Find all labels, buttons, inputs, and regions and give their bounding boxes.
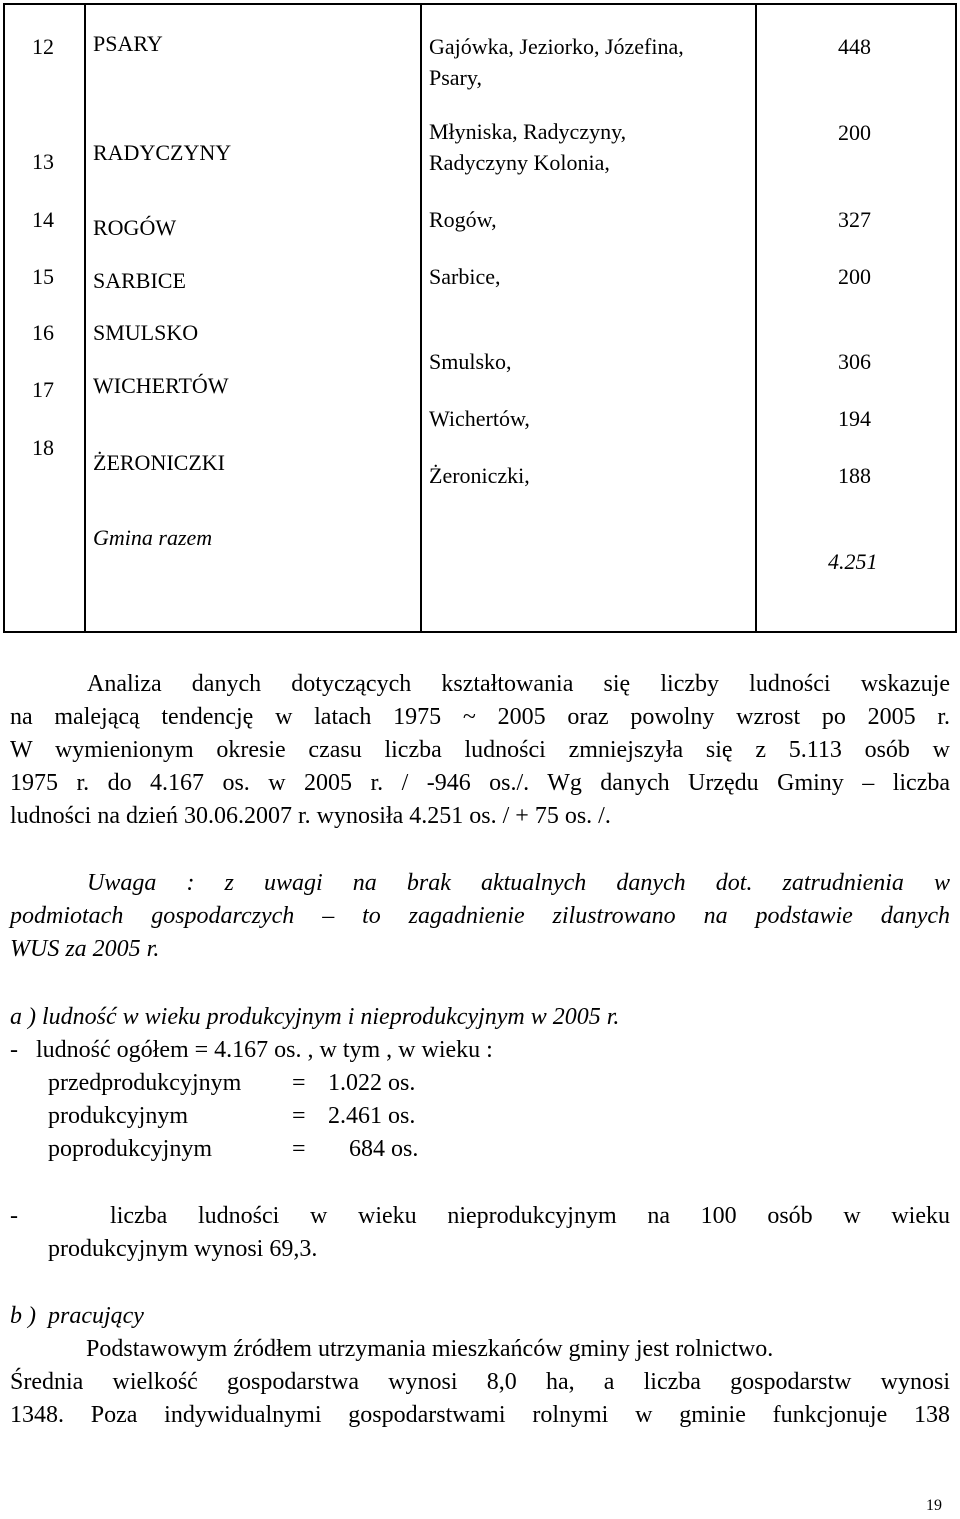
text-line: - liczba ludności w wieku nieprodukcyjnym na 100 osób w wieku <box>10 1203 950 1229</box>
table-top-border <box>3 3 957 5</box>
population-count: 306 <box>838 349 871 374</box>
text-line: WUS za 2005 r. <box>10 936 160 962</box>
row-number: 17 <box>32 377 54 402</box>
text-line: Analiza danych dotyczących kształtowania się liczby ludności wskazuje <box>87 671 950 697</box>
text-line: produkcyjnym wynosi 69,3. <box>48 1236 318 1262</box>
table-border-right <box>955 3 957 633</box>
age-group-value: 684 os. <box>349 1136 419 1162</box>
place-names: Psary, <box>429 65 482 90</box>
place-names: Smulsko, <box>429 349 512 374</box>
text-line: na malejącą tendencję w latach 1975 ~ 2005 oraz powolny wzrost po 2005 r. <box>10 704 950 730</box>
total-label: Gmina razem <box>93 525 213 550</box>
table-divider-3 <box>755 3 757 633</box>
age-group-value: 1.022 os. <box>328 1070 416 1096</box>
row-number: 14 <box>32 207 54 232</box>
dependency-ratio-paragraph <box>10 1200 950 1266</box>
sołectwo-name: ŻERONICZKI <box>93 450 225 475</box>
population-count: 200 <box>838 264 871 289</box>
age-group-label: przedprodukcyjnym <box>48 1070 242 1096</box>
text-line: W wymienionym okresie czasu liczba ludności zmniejszyła się z 5.113 osób w <box>10 737 950 763</box>
age-group-label: poprodukcyjnym <box>48 1136 212 1162</box>
age-group-value: 2.461 os. <box>328 1103 416 1129</box>
sołectwo-name: RADYCZYNY <box>93 140 232 165</box>
population-count: 188 <box>838 463 871 488</box>
sołectwo-name: WICHERTÓW <box>93 373 229 398</box>
equals-sign: = <box>292 1136 306 1162</box>
table-border-left <box>3 3 5 633</box>
place-names: Młyniska, Radyczyny, <box>429 119 627 144</box>
age-group-label: produkcyjnym <box>48 1103 188 1129</box>
text-line: ludności na dzień 30.06.2007 r. wynosiła 4.251 os. / + 75 os. /. <box>10 803 611 829</box>
place-names: Rogów, <box>429 207 497 232</box>
table-divider-2 <box>420 3 422 633</box>
row-number: 15 <box>32 264 54 289</box>
sołectwo-name: SMULSKO <box>93 320 199 345</box>
population-count: 200 <box>838 120 871 145</box>
equals-sign: = <box>292 1103 306 1129</box>
text-line: Średnia wielkość gospodarstwa wynosi 8,0 ha, a liczba gospodarstw wynosi <box>10 1369 950 1395</box>
row-number: 13 <box>32 149 54 174</box>
population-analysis-paragraph <box>10 668 950 833</box>
total-value: 4.251 <box>828 549 878 574</box>
row-number: 16 <box>32 320 54 345</box>
place-names: Radyczyny Kolonia, <box>429 150 610 175</box>
table-bottom-border <box>3 631 957 633</box>
population-count: 448 <box>838 34 871 59</box>
row-number: 18 <box>32 435 54 460</box>
settlements-table <box>0 0 960 633</box>
section-b-heading: b ) pracujący <box>10 1303 144 1329</box>
text-line: Uwaga : z uwagi na brak aktualnych danych dot. zatrudnienia w <box>87 870 950 896</box>
row-number: 12 <box>32 34 54 59</box>
text-line: podmiotach gospodarczych – to zagadnienie zilustrowano na podstawie danych <box>10 903 950 929</box>
section-a-heading: a ) ludność w wieku produkcyjnym i nieprodukcyjnym w 2005 r. <box>10 1004 620 1030</box>
table-divider-1 <box>84 3 86 633</box>
place-names: Żeroniczki, <box>429 463 530 488</box>
population-count: 194 <box>838 406 871 431</box>
sołectwo-name: PSARY <box>93 31 163 56</box>
total-population-line: - ludność ogółem = 4.167 os. , w tym , w wieku : <box>10 1037 493 1063</box>
place-names: Gajówka, Jeziorko, Józefina, <box>429 34 684 59</box>
place-names: Wichertów, <box>429 406 530 431</box>
equals-sign: = <box>292 1070 306 1096</box>
text-line: 1348. Poza indywidualnymi gospodarstwami rolnymi w gminie funkcjonuje 138 <box>10 1402 950 1428</box>
population-count: 327 <box>838 207 871 232</box>
place-names: Sarbice, <box>429 264 501 289</box>
note-paragraph <box>10 867 950 966</box>
text-line: 1975 r. do 4.167 os. w 2005 r. / -946 os./. Wg danych Urzędu Gminy – liczba <box>10 770 950 796</box>
text-line: Podstawowym źródłem utrzymania mieszkańców gminy jest rolnictwo. <box>86 1336 774 1362</box>
page-number: 19 <box>926 1497 942 1514</box>
sołectwo-name: SARBICE <box>93 268 186 293</box>
employment-paragraph <box>10 1333 950 1432</box>
sołectwo-name: ROGÓW <box>93 215 177 240</box>
